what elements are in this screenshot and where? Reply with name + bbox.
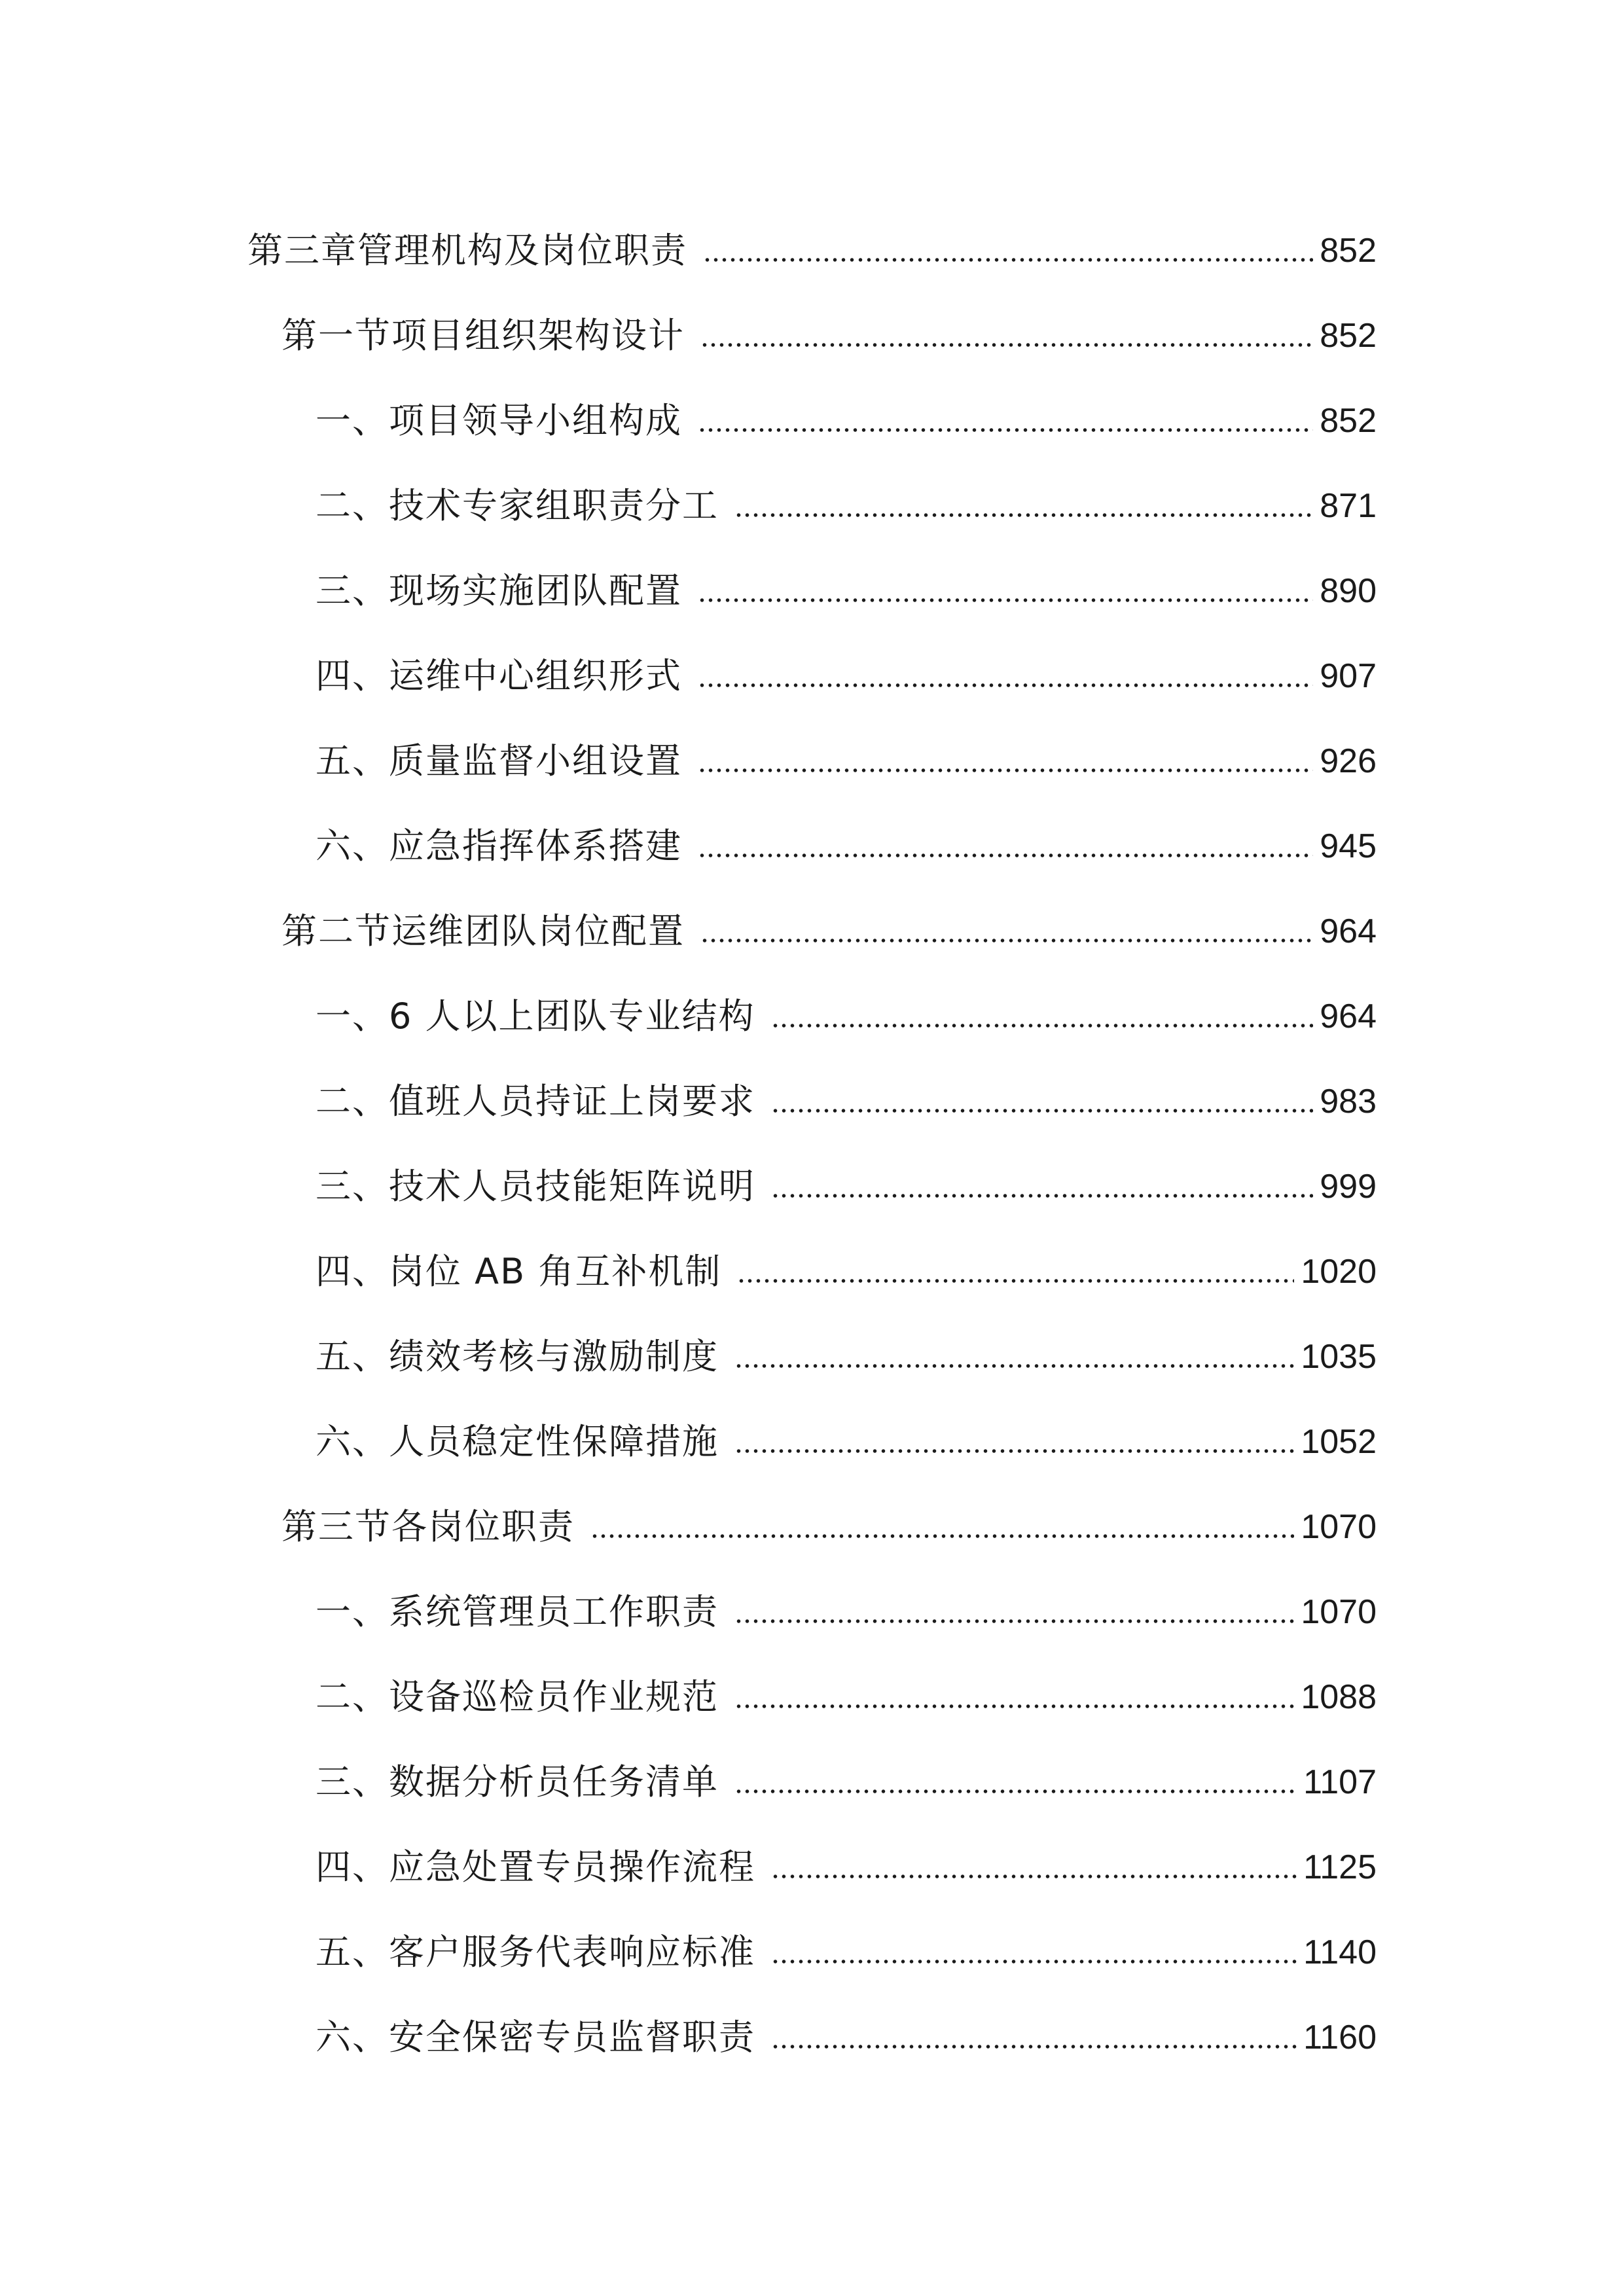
toc-page-number: 1035 (1301, 1338, 1377, 1376)
toc-entry[interactable] (0, 1740, 1377, 1825)
toc-entry-title: 五、绩效考核与激励制度 (316, 1336, 719, 1377)
toc-entry-title: 第二节运维团队岗位配置 (281, 910, 685, 952)
toc-page-number: 871 (1320, 487, 1377, 525)
toc-dot-leader (737, 1276, 1294, 1285)
toc-dot-leader (734, 1361, 1294, 1371)
toc-dot-leader (734, 1617, 1294, 1626)
toc-dot-leader (771, 1957, 1297, 1966)
toc-entry-title: 三、数据分析员任务清单 (316, 1761, 719, 1803)
toc-entry[interactable] (0, 378, 1377, 463)
toc-dot-leader (703, 255, 1313, 264)
toc-page-number: 1070 (1301, 1593, 1377, 1631)
toc-entry-title: 二、技术专家组职责分工 (316, 485, 719, 526)
toc-entry-title: 四、运维中心组织形式 (316, 655, 682, 696)
toc-dot-leader (698, 766, 1313, 775)
toc-page-number: 1125 (1303, 1848, 1377, 1886)
toc-entry-title: 五、质量监督小组设置 (316, 740, 682, 781)
toc-entry-title: 一、系统管理员工作职责 (316, 1591, 719, 1632)
toc-page-number: 1052 (1301, 1423, 1377, 1461)
toc-entry[interactable] (0, 1484, 1377, 1570)
toc-page-number: 926 (1320, 742, 1377, 780)
toc-page-number: 1140 (1303, 1933, 1377, 1971)
toc-entry-title: 六、人员稳定性保障措施 (316, 1421, 719, 1462)
toc-dot-leader (734, 511, 1313, 520)
toc-dot-leader (734, 1787, 1297, 1796)
toc-dot-leader (698, 851, 1313, 860)
toc-page-number: 1088 (1301, 1678, 1377, 1716)
toc-entry-title: 二、设备巡检员作业规范 (316, 1676, 719, 1717)
toc-entry[interactable] (0, 1229, 1377, 1314)
toc-entry-title: 第三节各岗位职责 (281, 1506, 575, 1547)
toc-page-number: 852 (1320, 317, 1377, 355)
toc-page-number: 983 (1320, 1083, 1377, 1121)
toc-entry-title: 第三章管理机构及岗位职责 (247, 230, 687, 271)
toc-entry[interactable] (0, 1825, 1377, 1910)
toc-entry[interactable] (0, 1399, 1377, 1484)
toc-entry[interactable] (0, 974, 1377, 1059)
toc-dot-leader (698, 681, 1313, 690)
toc-dot-leader (771, 1021, 1314, 1030)
toc-dot-leader (700, 340, 1313, 350)
toc-page-number: 1160 (1303, 2018, 1377, 2056)
toc-entry[interactable] (0, 889, 1377, 974)
toc-entry-title: 六、安全保密专员监督职责 (316, 2017, 755, 2058)
toc-entry[interactable] (0, 719, 1377, 804)
toc-dot-leader (734, 1702, 1294, 1711)
toc-entry[interactable] (0, 804, 1377, 889)
toc-entry-title: 三、现场实施团队配置 (316, 570, 682, 611)
toc-page-number: 907 (1320, 657, 1377, 695)
toc-page-number: 964 (1320, 912, 1377, 950)
toc-dot-leader (734, 1446, 1294, 1456)
toc-entry-title: 一、项目领导小组构成 (316, 400, 682, 441)
toc-dot-leader (698, 425, 1313, 435)
toc-entry[interactable] (0, 634, 1377, 719)
toc-page-number: 1070 (1301, 1508, 1377, 1546)
toc-entry-title: 四、应急处置专员操作流程 (316, 1846, 755, 1888)
toc-page-number: 852 (1320, 402, 1377, 440)
toc-dot-leader (590, 1532, 1294, 1541)
toc-page-number: 945 (1320, 827, 1377, 865)
toc-page-number: 890 (1320, 572, 1377, 610)
toc-page-number: 852 (1320, 232, 1377, 270)
toc-entry[interactable] (0, 1144, 1377, 1229)
toc-entry[interactable] (0, 1995, 1377, 2080)
toc-entry-title: 二、值班人员持证上岗要求 (316, 1081, 755, 1122)
toc-entry-title: 三、技术人员技能矩阵说明 (316, 1166, 755, 1207)
toc-dot-leader (771, 1872, 1297, 1881)
toc-entry[interactable] (0, 208, 1377, 293)
toc-entry[interactable] (0, 463, 1377, 548)
toc-entry[interactable] (0, 293, 1377, 378)
toc-dot-leader (698, 596, 1313, 605)
toc-entry[interactable] (0, 1570, 1377, 1655)
toc-entry-title: 六、应急指挥体系搭建 (316, 825, 682, 867)
toc-entry[interactable] (0, 1655, 1377, 1740)
table-of-contents (0, 208, 1624, 2080)
toc-entry-title: 一、6 人以上团队专业结构 (316, 996, 755, 1037)
toc-page-number: 1107 (1303, 1763, 1377, 1801)
toc-dot-leader (771, 2042, 1297, 2051)
toc-entry[interactable] (0, 1910, 1377, 1995)
toc-page-number: 1020 (1301, 1253, 1377, 1291)
toc-entry-title: 四、岗位 AB 角互补机制 (316, 1251, 722, 1292)
toc-dot-leader (700, 936, 1313, 945)
toc-dot-leader (771, 1106, 1313, 1115)
toc-page-number: 999 (1320, 1168, 1377, 1206)
toc-entry-title: 第一节项目组织架构设计 (281, 315, 685, 356)
toc-dot-leader (771, 1191, 1313, 1200)
toc-page-number: 964 (1320, 997, 1377, 1035)
toc-entry[interactable] (0, 1314, 1377, 1399)
toc-entry-title: 五、客户服务代表响应标准 (316, 1931, 755, 1973)
toc-entry[interactable] (0, 548, 1377, 634)
toc-entry[interactable] (0, 1059, 1377, 1144)
